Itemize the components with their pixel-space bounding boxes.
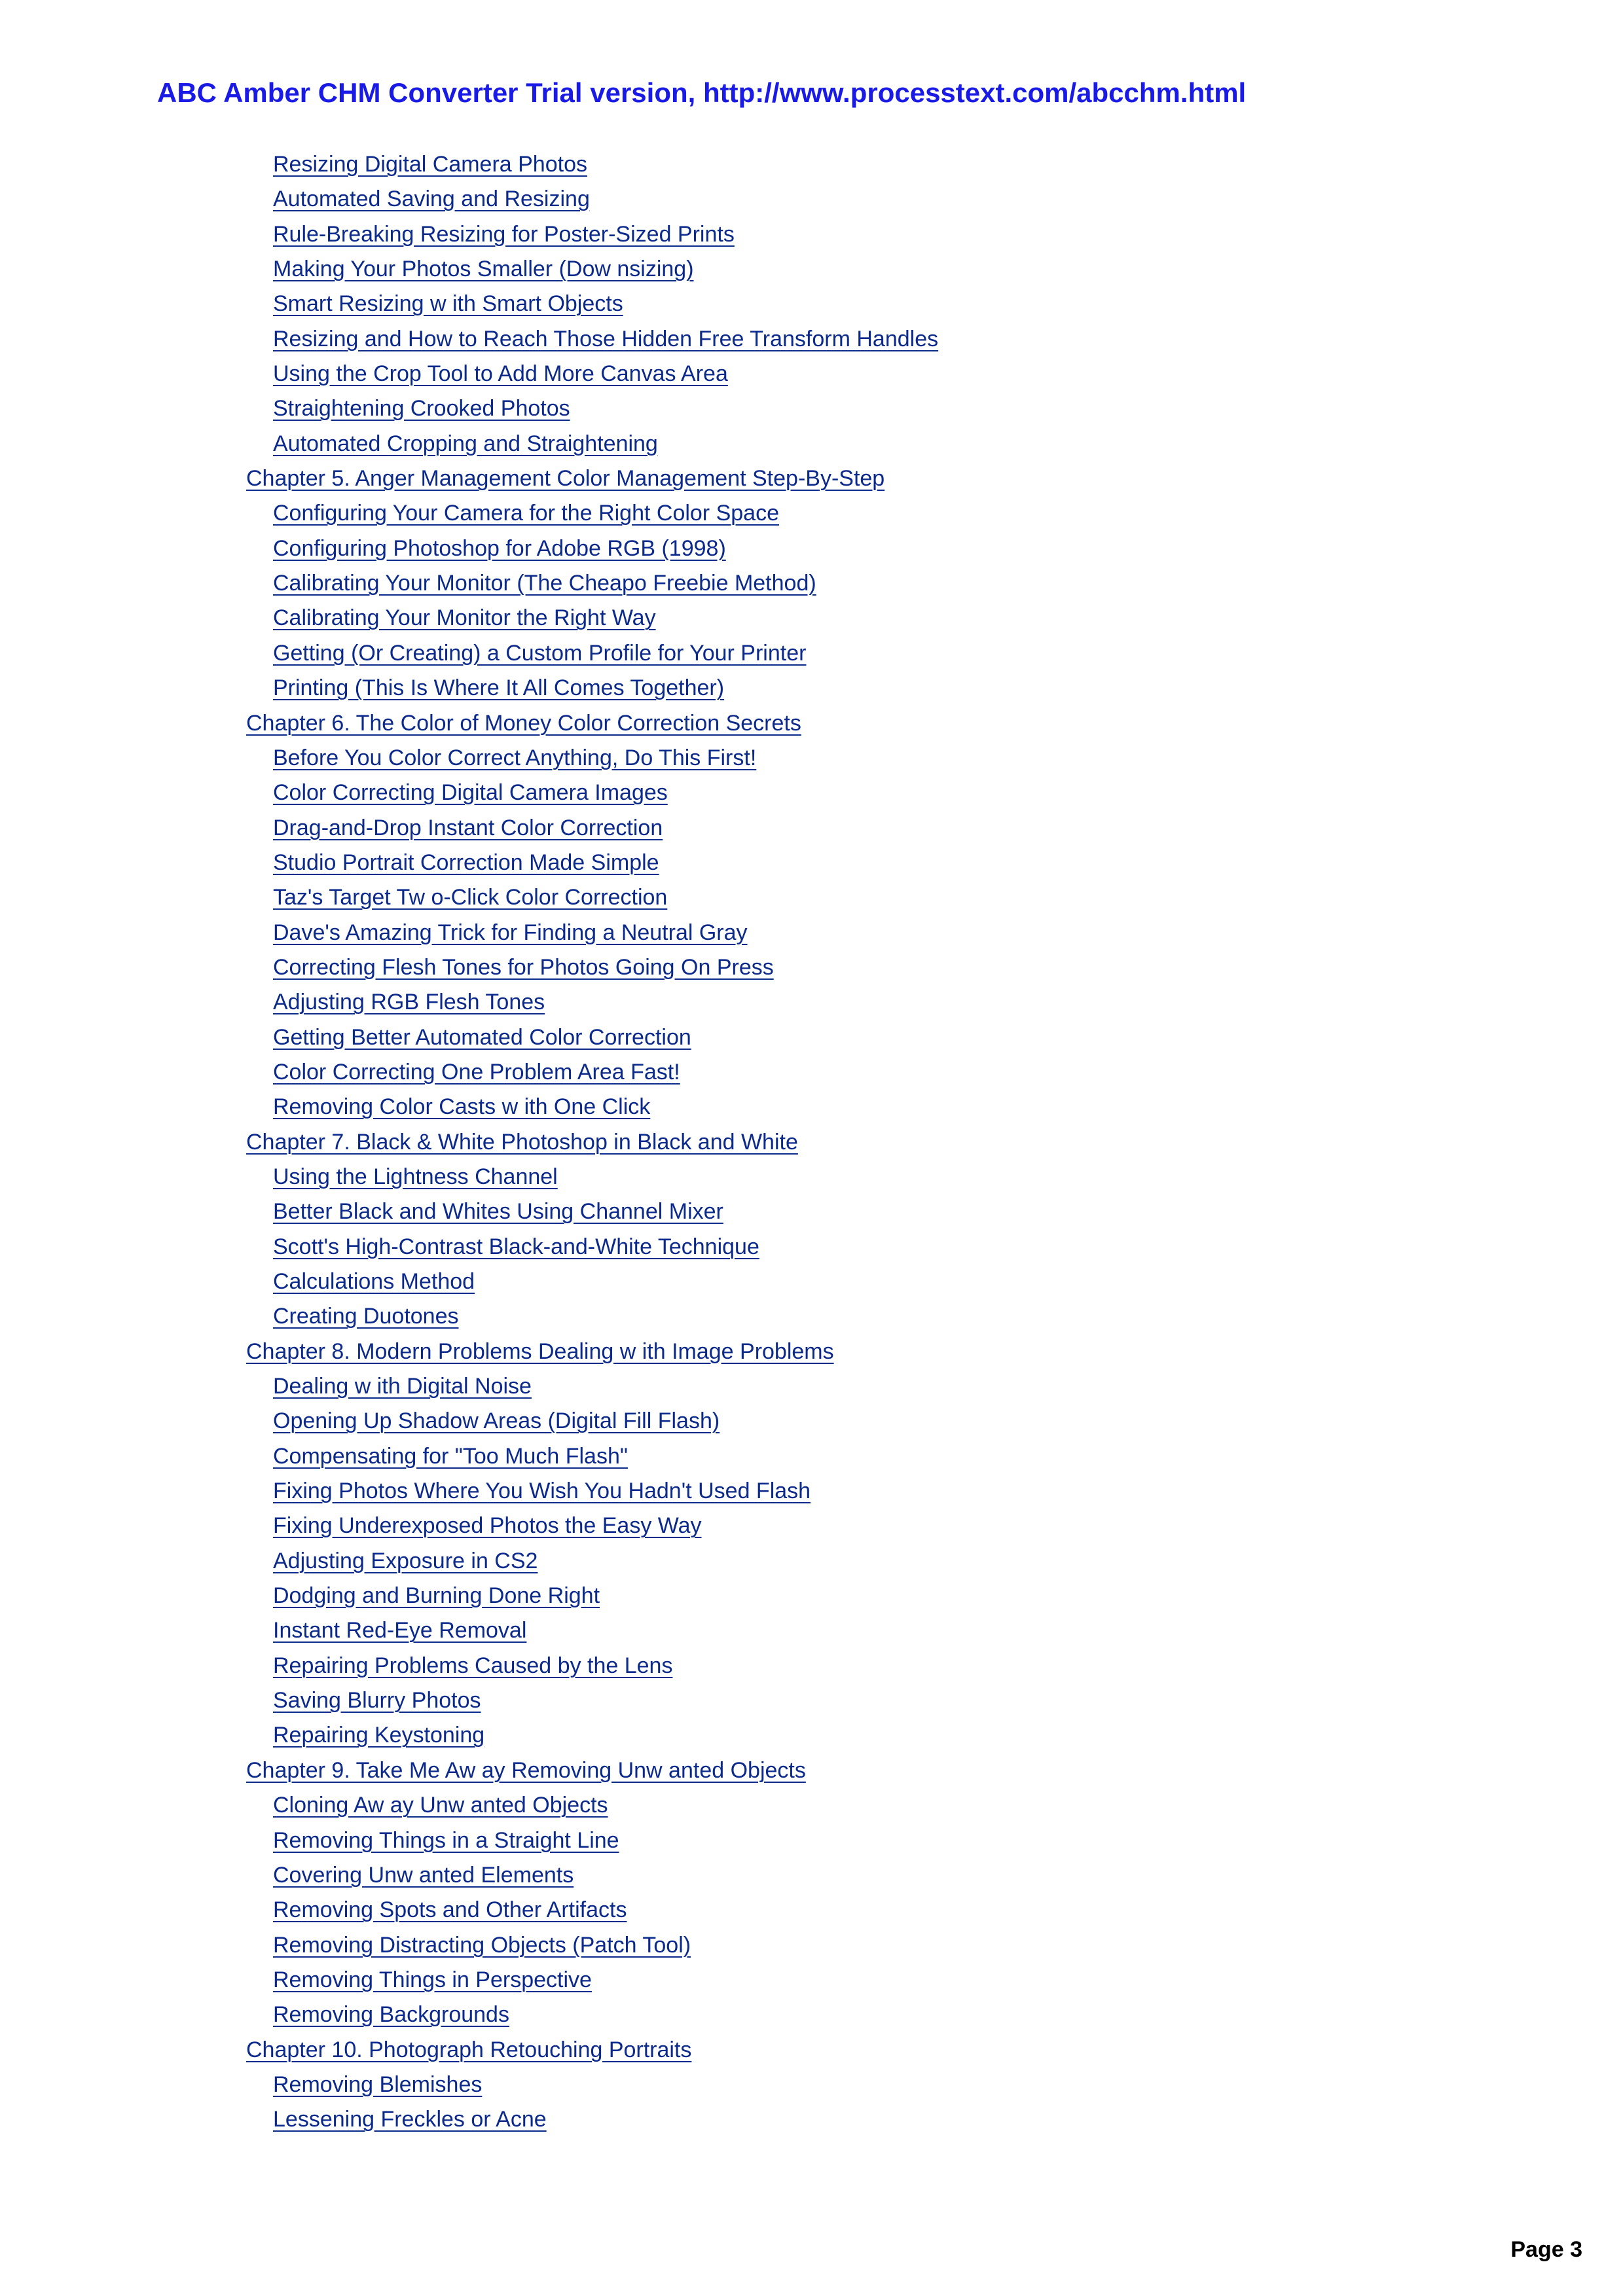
toc-section-link[interactable]: Removing Things in Perspective — [273, 1967, 592, 1992]
toc-section-item — [0, 636, 1623, 671]
toc-section-item — [0, 1649, 1623, 1683]
toc-section-link[interactable]: Taz's Target Tw o-Click Color Correction — [273, 885, 668, 910]
toc-section-link[interactable]: Removing Distracting Objects (Patch Tool) — [273, 1932, 691, 1958]
toc-section-item — [0, 427, 1623, 461]
toc-section-link[interactable]: Color Correcting One Problem Area Fast! — [273, 1059, 680, 1085]
toc-section-link[interactable]: Removing Things in a Straight Line — [273, 1827, 619, 1853]
toc-section-link[interactable]: Rule-Breaking Resizing for Poster-Sized Prints — [273, 221, 735, 247]
toc-section-link[interactable]: Fixing Underexposed Photos the Easy Way — [273, 1513, 702, 1539]
toc-section-item — [0, 1160, 1623, 1194]
toc-section-item — [0, 1893, 1623, 1928]
toc-section-link[interactable]: Fixing Photos Where You Wish You Hadn't Used Flash — [273, 1479, 811, 1504]
toc-section-link[interactable]: Removing Backgrounds — [273, 2002, 509, 2028]
toc-section-item — [0, 1090, 1623, 1124]
toc-section-link[interactable]: Making Your Photos Smaller (Dow nsizing) — [273, 257, 694, 282]
toc-section-link[interactable]: Removing Spots and Other Artifacts — [273, 1897, 627, 1923]
converter-banner: ABC Amber CHM Converter Trial version, http://www.processtext.com/abcchm.html — [157, 77, 1247, 108]
toc-section-link[interactable]: Before You Color Correct Anything, Do This First! — [273, 745, 757, 770]
toc-section-link[interactable]: Automated Cropping and Straightening — [273, 431, 658, 456]
toc-chapter-item — [0, 2033, 1623, 2068]
toc-section-item — [0, 1998, 1623, 2032]
toc-section-item — [0, 1683, 1623, 1718]
toc-section-item — [0, 2068, 1623, 2102]
toc-section-link[interactable]: Compensating for "Too Much Flash" — [273, 1443, 628, 1469]
toc-section-link[interactable]: Printing (This Is Where It All Comes Together) — [273, 675, 725, 701]
toc-section-item — [0, 147, 1623, 182]
toc-section-item — [0, 846, 1623, 880]
toc-section-link[interactable]: Cloning Aw ay Unw anted Objects — [273, 1793, 608, 1818]
toc-section-item — [0, 985, 1623, 1020]
toc-section-item — [0, 1474, 1623, 1509]
toc-section-item — [0, 322, 1623, 357]
toc-section-link[interactable]: Instant Red-Eye Removal — [273, 1618, 527, 1643]
toc-section-link[interactable]: Dodging and Burning Done Right — [273, 1583, 600, 1609]
toc-section-link[interactable]: Configuring Photoshop for Adobe RGB (1998) — [273, 535, 726, 561]
page-number: Page 3 — [1510, 2237, 1582, 2262]
toc-section-link[interactable]: Studio Portrait Correction Made Simple — [273, 850, 659, 875]
toc-section-link[interactable]: Opening Up Shadow Areas (Digital Fill Flash) — [273, 1408, 720, 1434]
toc-section-link[interactable]: Scott's High-Contrast Black-and-White Technique — [273, 1234, 759, 1259]
toc-section-link[interactable]: Color Correcting Digital Camera Images — [273, 780, 668, 806]
toc-chapter-item — [0, 1335, 1623, 1369]
toc-section-item — [0, 1579, 1623, 1613]
toc-section-link[interactable]: Dave's Amazing Trick for Finding a Neutral Gray — [273, 920, 748, 945]
toc-section-link[interactable]: Calculations Method — [273, 1269, 475, 1294]
toc-section-item — [0, 1544, 1623, 1579]
toc-section-item — [0, 1404, 1623, 1439]
toc-section-link[interactable]: Removing Blemishes — [273, 2072, 483, 2097]
toc-section-link[interactable]: Automated Saving and Resizing — [273, 187, 590, 212]
toc-section-item — [0, 1265, 1623, 1299]
toc-section-item — [0, 531, 1623, 566]
toc-section-item — [0, 1194, 1623, 1229]
toc-section-link[interactable]: Getting (Or Creating) a Custom Profile for Your Printer — [273, 640, 807, 666]
toc-section-link[interactable]: Lessening Freckles or Acne — [273, 2107, 547, 2132]
toc-section-link[interactable]: Resizing Digital Camera Photos — [273, 152, 587, 177]
toc-section-item — [0, 1718, 1623, 1753]
toc-section-item — [0, 1928, 1623, 1963]
toc-section-item — [0, 880, 1623, 915]
toc-section-link[interactable]: Adjusting RGB Flesh Tones — [273, 990, 545, 1015]
toc-section-item — [0, 357, 1623, 391]
toc-section-item — [0, 252, 1623, 287]
toc-section-item — [0, 1963, 1623, 1998]
toc-chapter-item — [0, 461, 1623, 496]
toc-section-item — [0, 1020, 1623, 1055]
toc-section-link[interactable]: Calibrating Your Monitor the Right Way — [273, 605, 656, 631]
toc-section-link[interactable]: Repairing Problems Caused by the Lens — [273, 1653, 673, 1678]
toc-section-item — [0, 566, 1623, 601]
toc-section-item — [0, 950, 1623, 985]
toc-section-link[interactable]: Creating Duotones — [273, 1304, 459, 1329]
toc-section-item — [0, 916, 1623, 950]
toc-section-item — [0, 1788, 1623, 1823]
toc-section-link[interactable]: Using the Lightness Channel — [273, 1164, 558, 1189]
toc-section-link[interactable]: Dealing w ith Digital Noise — [273, 1374, 532, 1399]
table-of-contents — [0, 147, 1623, 2138]
toc-section-link[interactable]: Calibrating Your Monitor (The Cheapo Freebie Method) — [273, 571, 816, 596]
toc-section-item — [0, 601, 1623, 636]
toc-section-item — [0, 217, 1623, 252]
toc-section-link[interactable]: Removing Color Casts w ith One Click — [273, 1094, 651, 1120]
toc-section-link[interactable]: Repairing Keystoning — [273, 1723, 485, 1748]
toc-section-link[interactable]: Correcting Flesh Tones for Photos Going On Press — [273, 954, 774, 980]
toc-chapter-link[interactable]: Chapter 10. Photograph Retouching Portraits — [246, 2037, 692, 2062]
toc-chapter-link[interactable]: Chapter 6. The Color of Money Color Correction Secrets — [246, 710, 801, 736]
toc-section-item — [0, 1858, 1623, 1893]
toc-chapter-link[interactable]: Chapter 7. Black & White Photoshop in Black and White — [246, 1129, 798, 1155]
toc-section-item — [0, 391, 1623, 426]
toc-section-link[interactable]: Saving Blurry Photos — [273, 1688, 481, 1713]
toc-section-link[interactable]: Straightening Crooked Photos — [273, 396, 570, 422]
toc-section-link[interactable]: Smart Resizing w ith Smart Objects — [273, 291, 623, 317]
toc-section-link[interactable]: Drag-and-Drop Instant Color Correction — [273, 815, 663, 840]
toc-chapter-item — [0, 1125, 1623, 1160]
toc-section-item — [0, 496, 1623, 531]
toc-section-item — [0, 1055, 1623, 1090]
toc-section-link[interactable]: Covering Unw anted Elements — [273, 1862, 574, 1888]
toc-chapter-link[interactable]: Chapter 8. Modern Problems Dealing w ith Image Problems — [246, 1338, 834, 1364]
toc-section-link[interactable]: Configuring Your Camera for the Right Color Space — [273, 501, 779, 526]
toc-section-item — [0, 182, 1623, 217]
toc-section-item — [0, 1439, 1623, 1474]
toc-section-item — [0, 741, 1623, 776]
toc-chapter-item — [0, 1753, 1623, 1788]
toc-section-item — [0, 1823, 1623, 1858]
toc-section-link[interactable]: Using the Crop Tool to Add More Canvas Area — [273, 361, 728, 387]
toc-section-item — [0, 671, 1623, 706]
toc-section-item — [0, 776, 1623, 810]
toc-section-item — [0, 287, 1623, 321]
toc-section-link[interactable]: Resizing and How to Reach Those Hidden Free Transform Handles — [273, 326, 939, 351]
toc-section-link[interactable]: Adjusting Exposure in CS2 — [273, 1548, 538, 1573]
toc-section-item — [0, 1509, 1623, 1543]
toc-section-item — [0, 1369, 1623, 1404]
toc-chapter-link[interactable]: Chapter 5. Anger Management Color Management Step-By-Step — [246, 466, 885, 492]
toc-chapter-link[interactable]: Chapter 9. Take Me Aw ay Removing Unw anted Objects — [246, 1757, 806, 1783]
toc-section-item — [0, 1613, 1623, 1648]
toc-section-item — [0, 1299, 1623, 1334]
toc-section-link[interactable]: Getting Better Automated Color Correction — [273, 1024, 691, 1050]
toc-section-item — [0, 1230, 1623, 1265]
toc-section-item — [0, 811, 1623, 846]
toc-section-link[interactable]: Better Black and Whites Using Channel Mixer — [273, 1199, 723, 1225]
toc-section-item — [0, 2102, 1623, 2137]
toc-chapter-item — [0, 706, 1623, 741]
